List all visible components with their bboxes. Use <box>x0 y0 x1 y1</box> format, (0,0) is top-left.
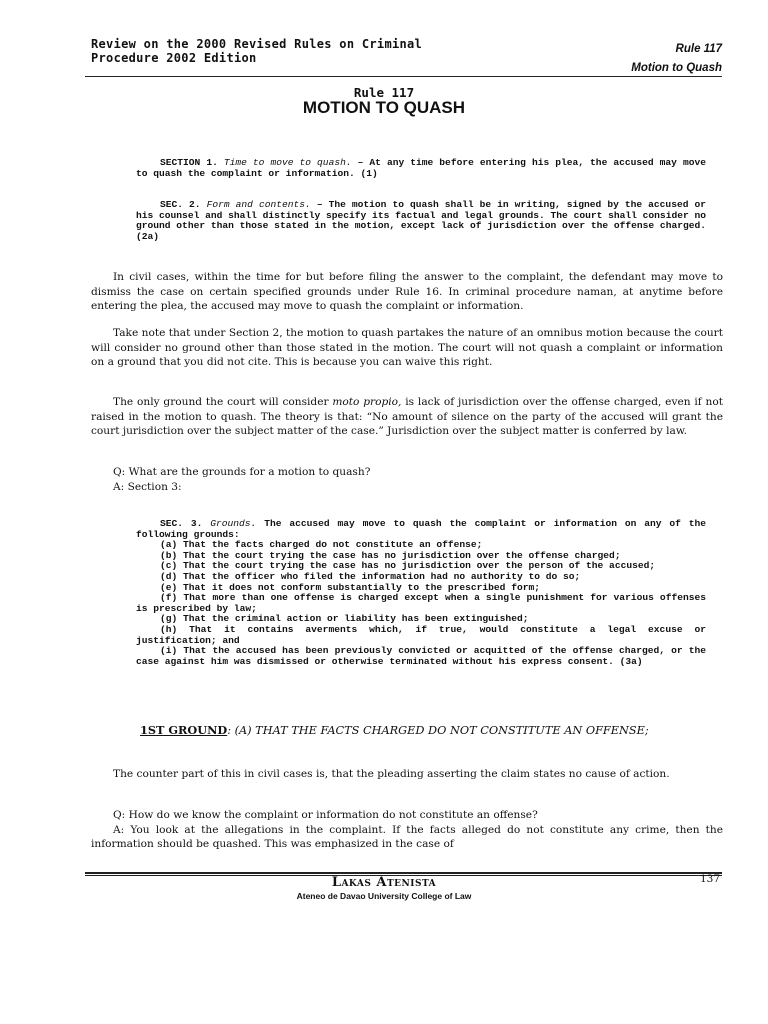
ground-item-e: (e) That it does not conform substantially to the prescribed form; <box>160 581 540 593</box>
paragraph-1 <box>91 270 723 314</box>
answer-2: A: You look at the allegations in the complaint. If the facts alleged do not constitute any crime, then the information should be quashed. This was emphasized in the case of <box>91 823 723 850</box>
qa-grounds <box>91 465 723 494</box>
footer-title: Lakas Atenista <box>331 875 437 890</box>
ground-item-i: (i) That the accused has been previously convicted or acquitted of the offense charged, or the case against him was dismissed or otherwise terminated without his express consent. (3a) <box>136 645 706 667</box>
section-3-heading: Grounds. <box>210 518 257 529</box>
section-1-heading: Time to move to quash. <box>223 157 352 168</box>
section-1-body: – At any time before entering his plea, the accused may move to quash the complaint or information. (1) <box>136 157 706 179</box>
header-line-1: Review on the 2000 Revised Rules on Criminal <box>91 37 423 51</box>
section-2-heading: Form and contents. <box>206 199 311 210</box>
section-2-body: – The motion to quash shall be in writing, signed by the accused or his counsel and shall distinctly specify its factual and legal grounds. The court shall consider no ground other than those stated in the motion, except lack of jurisdiction over the offense charged. (2a) <box>136 199 706 242</box>
running-header-right <box>631 40 722 78</box>
question-2: Q: How do we know the complaint or information do not constitute an offense? <box>113 809 538 821</box>
section-3-intro <box>136 519 706 540</box>
header-rule-number: Rule 117 <box>675 43 722 55</box>
paragraph-4-text: The counter part of this in civil cases is, that the pleading asserting the claim states no cause of action. <box>113 768 670 780</box>
running-header-left <box>91 37 422 65</box>
paragraph-3-end: is lack of jurisdiction over the offense charged, even if not raised in the motion to quash. The theory is that: “No amount of silence on the party of the accused will grant the court jurisdiction over the subject matter of the case.” Jurisdiction over the subject matter is conferred by law. <box>91 396 723 437</box>
section-2-block <box>136 200 706 242</box>
paragraph-3-italic: moto propio, <box>332 396 402 408</box>
page-title: MOTION TO QUASH <box>302 98 466 117</box>
paragraph-2-text: Take note that under Section 2, the motion to quash partakes the nature of an omnibus motion because the court will consider no ground other than those stated in the motion. The court will not quash a complaint or information on a ground that you did not cite. This is because you can waive this right. <box>91 327 723 368</box>
section-2-text <box>136 200 706 242</box>
section-3-label: SEC. 3. <box>160 518 203 529</box>
paragraph-4 <box>91 767 723 782</box>
ground-item-d: (d) That the officer who filed the information had no authority to do so; <box>160 570 581 582</box>
section-3-block <box>136 519 706 667</box>
ground-item-b: (b) That the court trying the case has no jurisdiction over the offense charged; <box>160 549 621 561</box>
paragraph-3 <box>91 395 723 439</box>
first-ground-label: 1ST GROUND <box>140 723 228 737</box>
header-divider <box>85 76 722 77</box>
header-rule-title: Motion to Quash <box>631 62 722 74</box>
ground-item-a: (a) That the facts charged do not constitute an offense; <box>160 539 483 551</box>
section-1-text <box>136 158 706 179</box>
section-1-block <box>136 158 706 179</box>
answer-1: A: Section 3: <box>113 480 182 493</box>
header-line-2: Procedure 2002 Edition <box>91 51 257 65</box>
ground-item-f: (f) That more than one offense is charged except when a single punishment for various offenses is prescribed by law; <box>136 592 706 614</box>
ground-item-h: (h) That it contains averments which, if true, would constitute a legal excuse or justification; and <box>136 623 706 646</box>
paragraph-3-text <box>91 395 723 439</box>
section-1-label: SECTION 1. <box>160 157 218 168</box>
section-3-intro-text: The accused may move to quash the complaint or information on any of the following grounds: <box>136 518 706 540</box>
question-1: Q: What are the grounds for a motion to quash? <box>113 466 371 478</box>
first-ground-heading <box>140 723 720 737</box>
rule-number: Rule 117 <box>353 85 415 100</box>
footer-divider-thick <box>85 872 722 874</box>
paragraph-2 <box>91 326 723 370</box>
qa-offense <box>91 808 723 852</box>
paragraph-3-start: The only ground the court will consider <box>113 396 333 408</box>
footer-subtitle: Ateneo de Davao University College of Law <box>296 891 472 901</box>
paragraph-1-text: In civil cases, within the time for but before filing the answer to the complaint, the defendant may move to dismiss the case on certain specified grounds under Rule 16. In criminal procedure naman, at anytime before entering the plea, the accused may move to quash the complaint or information. <box>91 271 723 312</box>
first-ground-text: : (A) THAT THE FACTS CHARGED DO NOT CONSTITUTE AN OFFENSE; <box>227 724 649 737</box>
page-number: 137 <box>699 873 720 885</box>
section-2-label: SEC. 2. <box>160 199 201 210</box>
ground-item-g: (g) That the criminal action or liability has been extinguished; <box>160 613 529 625</box>
ground-item-c: (c) That the court trying the case has no jurisdiction over the person of the accused; <box>160 560 656 572</box>
